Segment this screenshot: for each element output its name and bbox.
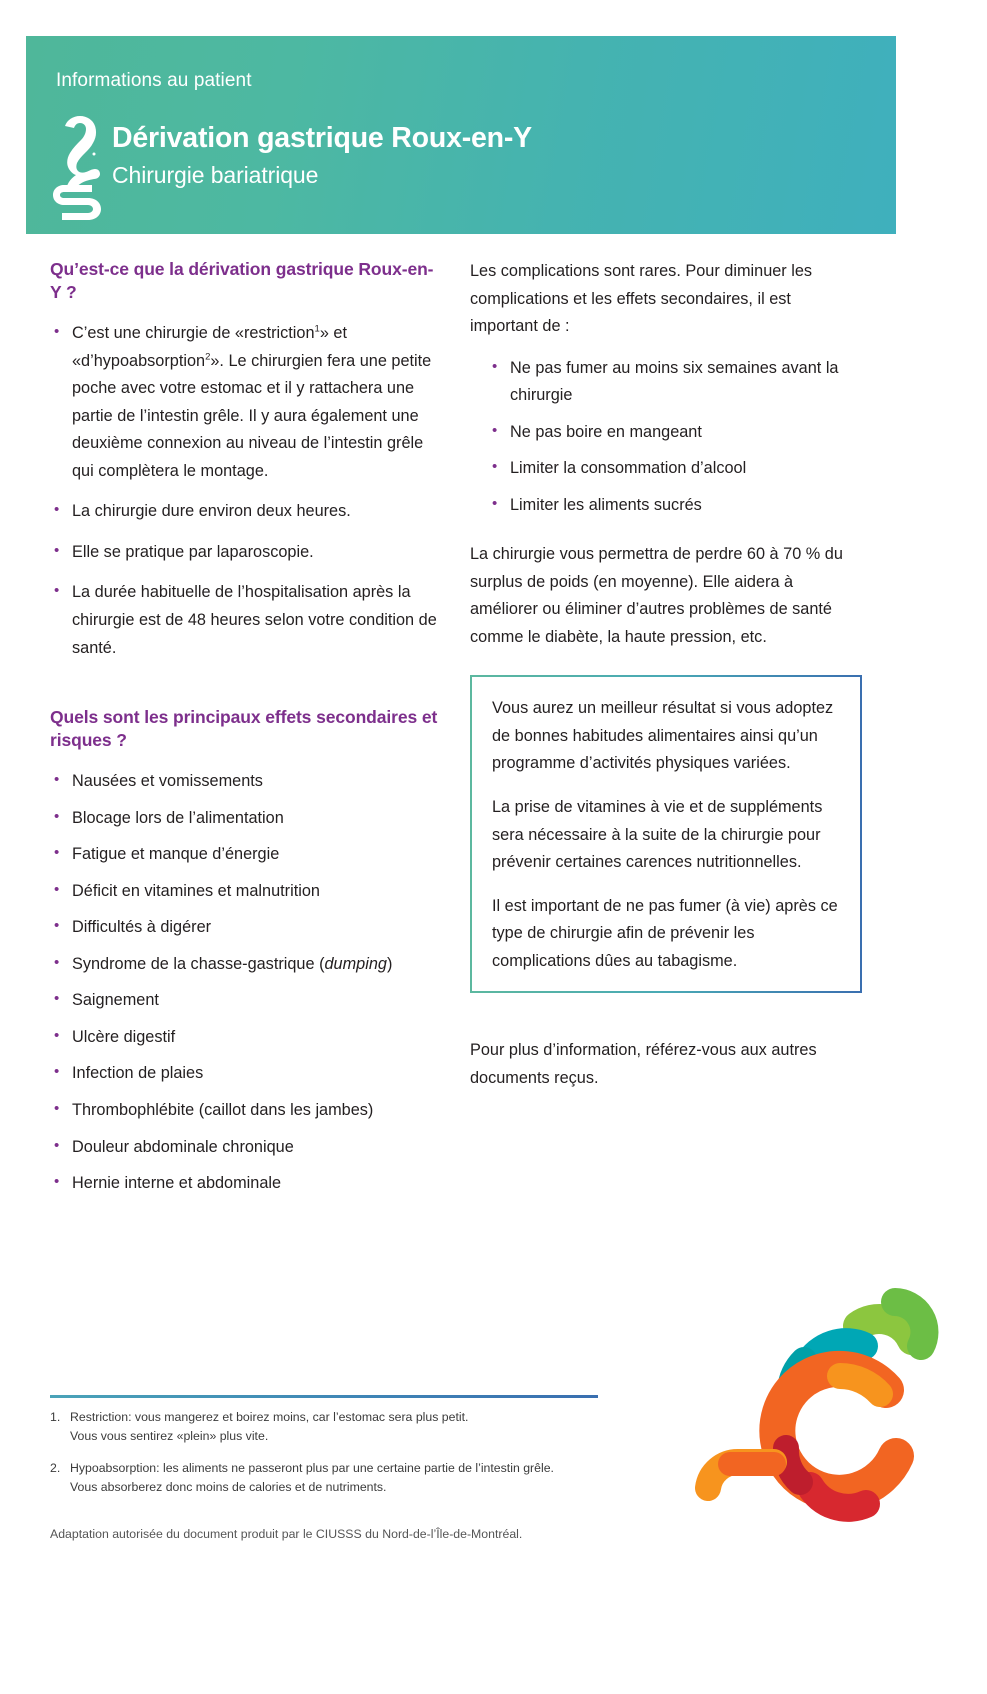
- prevention-bullet-list: [488, 355, 862, 520]
- callout-border-left: [470, 675, 472, 993]
- list-item: • Fatigue et manque d’énergie: [50, 841, 440, 869]
- list-item: • Saignement: [50, 987, 440, 1015]
- list-item: • Blocage lors de l’alimentation: [50, 805, 440, 833]
- footnote-number: 2.: [50, 1460, 61, 1475]
- list-item: • Hernie interne et abdominale: [50, 1170, 440, 1198]
- callout-paragraph-3: Il est important de ne pas fumer (à vie) après ce type de chirurgie afin de prévenir les complications dûes au tabagisme.: [492, 896, 838, 970]
- page-subtitle: Chirurgie bariatrique: [112, 162, 319, 188]
- footnote-2: [50, 1459, 670, 1498]
- list-item: • Ne pas fumer au moins six semaines avant la chirurgie: [488, 355, 862, 410]
- section-heading-definition: Qu’est-ce que la dérivation gastrique Roux-en-Y ?: [50, 259, 434, 303]
- list-item: • Ne pas boire en mangeant: [488, 419, 862, 447]
- bullet-text-after: ): [386, 954, 393, 973]
- list-item: [50, 951, 440, 979]
- list-item: • Déficit en vitamines et malnutrition: [50, 878, 440, 906]
- list-item: • Elle se pratique par laparoscopie.: [50, 539, 440, 567]
- side-effects-bullet-list: [50, 768, 440, 1197]
- closing-paragraph: Pour plus d’information, référez-vous aux autres documents reçus.: [470, 1041, 817, 1087]
- right-column: [470, 258, 862, 1106]
- section-heading-side-effects: Quels sont les principaux effets secondaires et risques ?: [50, 707, 438, 751]
- left-column: [50, 258, 440, 1207]
- callout-border-bottom: [470, 991, 862, 993]
- list-item: • Difficultés à digérer: [50, 914, 440, 942]
- footnote-line-1: Restriction: vous mangerez et boirez moins, car l’estomac sera plus petit.: [70, 1410, 469, 1424]
- footnote-ref-1: 1: [314, 323, 320, 335]
- bullet-text-part2: » et «d’hypoabsorption: [72, 324, 347, 370]
- footer-divider: [50, 1395, 598, 1398]
- list-item: • La chirurgie dure environ deux heures.: [50, 498, 440, 526]
- stomach-intestine-icon: [50, 114, 108, 220]
- adaptation-notice: Adaptation autorisée du document produit par le CIUSSS du Nord-de-l’Île-de-Montréal.: [50, 1527, 523, 1541]
- footnote-line-2: Vous vous sentirez «plein» plus vite.: [70, 1429, 269, 1444]
- callout-paragraph-1: Vous aurez un meilleur résultat si vous adoptez de bonnes habitudes alimentaires ainsi qu’un programme d’activités physiques variées.: [492, 699, 834, 773]
- list-item: • Douleur abdominale chronique: [50, 1134, 440, 1162]
- ciusss-logo: [690, 1272, 940, 1537]
- callout-border-top: [470, 675, 862, 677]
- list-item: • Infection de plaies: [50, 1060, 440, 1088]
- bullet-text-before: Syndrome de la chasse-gastrique (: [72, 954, 325, 973]
- footnote-line-2: Vous absorberez donc moins de calories et de nutriments.: [70, 1480, 387, 1495]
- footnote-1: [50, 1408, 670, 1447]
- footnotes-block: [50, 1408, 670, 1510]
- footnote-number: 1.: [50, 1410, 61, 1424]
- complications-intro: Les complications sont rares. Pour diminuer les complications et les effets secondaires, il est important de :: [470, 262, 813, 336]
- list-item: [50, 320, 440, 485]
- callout-border-right: [860, 675, 862, 993]
- advice-callout-box: [470, 675, 862, 993]
- bullet-text-part1: C’est une chirurgie de «restriction: [72, 324, 315, 343]
- footnote-line-1: Hypoabsorption: les aliments ne passeront plus par une certaine partie de l’intestin grêle.: [70, 1460, 554, 1475]
- list-item: • Limiter les aliments sucrés: [488, 492, 862, 520]
- list-item: • Nausées et vomissements: [50, 768, 440, 796]
- bullet-text-italic: dumping: [324, 954, 387, 973]
- weight-loss-paragraph: La chirurgie vous permettra de perdre 60 à 70 % du surplus de poids (en moyenne). Elle aidera à améliorer ou éliminer d’autres problèmes de santé comme le diabète, la haute pression, etc.: [470, 545, 843, 646]
- list-item: • Ulcère digestif: [50, 1024, 440, 1052]
- page-title: Dérivation gastrique Roux-en-Y: [112, 122, 532, 154]
- list-item: • Limiter la consommation d’alcool: [488, 455, 862, 483]
- bullet-text-part3: ». Le chirurgien fera une petite poche avec votre estomac et il y rattachera une partie de l’intestin grêle. Il y aura également une deuxième connexion au niveau de l’intestin grêle qui complètera le montage.: [72, 351, 432, 480]
- callout-paragraph-2: La prise de vitamines à vie et de suppléments sera nécessaire à la suite de la chirurgie pour prévenir certaines carences nutritionnelles.: [492, 797, 823, 872]
- definition-bullet-list: [50, 320, 440, 662]
- document-header: [26, 36, 896, 234]
- footnote-ref-2: 2: [205, 351, 211, 363]
- list-item: • La durée habituelle de l’hospitalisation après la chirurgie est de 48 heures selon votre condition de santé.: [50, 579, 440, 662]
- list-item: • Thrombophlébite (caillot dans les jambes): [50, 1097, 440, 1125]
- header-kicker: Informations au patient: [56, 70, 252, 91]
